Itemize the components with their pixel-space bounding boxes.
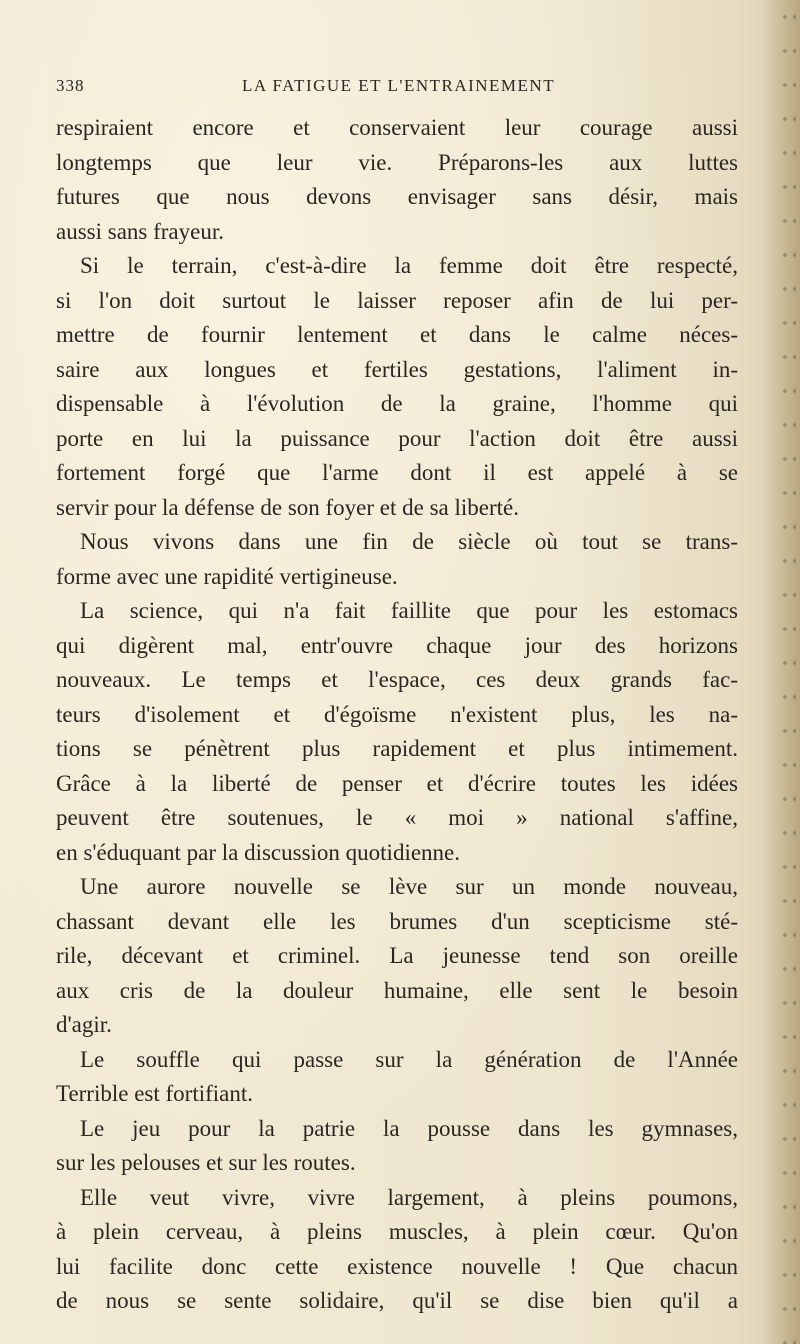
binding-edge-marks [780, 0, 796, 1344]
text-line: si l'on doit surtout le laisser reposer afin de lui per- [56, 287, 738, 313]
text-line: saire aux longues et fertiles gestations, l'aliment in- [56, 356, 738, 382]
text-line: sur les pelouses et sur les routes. [56, 1150, 356, 1175]
text-line: aussi sans frayeur. [56, 218, 224, 244]
text-line: nouveaux. Le temps et l'espace, ces deux grands fac- [56, 667, 738, 692]
text-line: Si le terrain, c'est-à-dire la femme doit être respecté, [80, 253, 738, 278]
text-line: teurs d'isolement et d'égoïsme n'existent plus, les na- [56, 701, 738, 727]
text-line: futures que nous devons envisager sans désir, mais [56, 184, 738, 209]
running-head [56, 76, 756, 100]
text-line: longtemps que leur vie. Préparons-les aux luttes [56, 149, 738, 175]
text-line: en s'éduquant par la discussion quotidienne. [56, 839, 461, 865]
text-line: fortement forgé que l'arme dont il est appelé à se [56, 460, 738, 485]
text-line: rile, décevant et criminel. La jeunesse tend son oreille [56, 943, 738, 968]
text-line: d'agir. [56, 1012, 112, 1037]
text-line: respiraient encore et conservaient leur courage aussi [56, 115, 738, 140]
running-title: LA FATIGUE ET L'ENTRAINEMENT [242, 76, 556, 95]
text-line: Le souffle qui passe sur la génération de l'Année [80, 1046, 738, 1072]
text-line: qui digèrent mal, entr'ouvre chaque jour des horizons [56, 632, 738, 658]
text-line: tions se pénètrent plus rapidement et plus intimement. [56, 736, 738, 761]
text-line: Grâce à la liberté de penser et d'écrire toutes les idées [56, 770, 738, 796]
text-line: servir pour la défense de son foyer et de sa liberté. [56, 494, 520, 520]
page-number: 338 [56, 76, 85, 95]
text-line: porte en lui la puissance pour l'action doit être aussi [56, 425, 738, 451]
text-line: aux cris de la douleur humaine, elle sent le besoin [56, 977, 738, 1003]
text-line: Terrible est fortifiant. [56, 1081, 254, 1106]
text-line: de nous se sente solidaire, qu'il se dise bien qu'il a [56, 1288, 738, 1313]
text-line: dispensable à l'évolution de la graine, l'homme qui [56, 391, 738, 416]
text-line: chassant devant elle les brumes d'un scepticisme sté- [56, 908, 738, 934]
text-line: forme avec une rapidité vertigineuse. [56, 563, 398, 589]
text-line: peuvent être soutenues, le « moi » national s'affine, [56, 805, 738, 830]
text-line: à plein cerveau, à pleins muscles, à plein cœur. Qu'on [56, 1219, 738, 1244]
text-line: Le jeu pour la patrie la pousse dans les gymnases, [80, 1115, 738, 1141]
text-line: Une aurore nouvelle se lève sur un monde nouveau, [80, 874, 738, 899]
text-line: mettre de fournir lentement et dans le calme néces- [56, 322, 738, 347]
text-line: Nous vivons dans une fin de siècle où tout se trans- [80, 529, 738, 554]
body-text [56, 111, 738, 1319]
text-line: lui facilite donc cette existence nouvelle ! Que chacun [56, 1253, 738, 1279]
text-line: Elle veut vivre, vivre largement, à pleins poumons, [80, 1184, 738, 1210]
text-line: La science, qui n'a fait faillite que pour les estomacs [80, 598, 738, 623]
